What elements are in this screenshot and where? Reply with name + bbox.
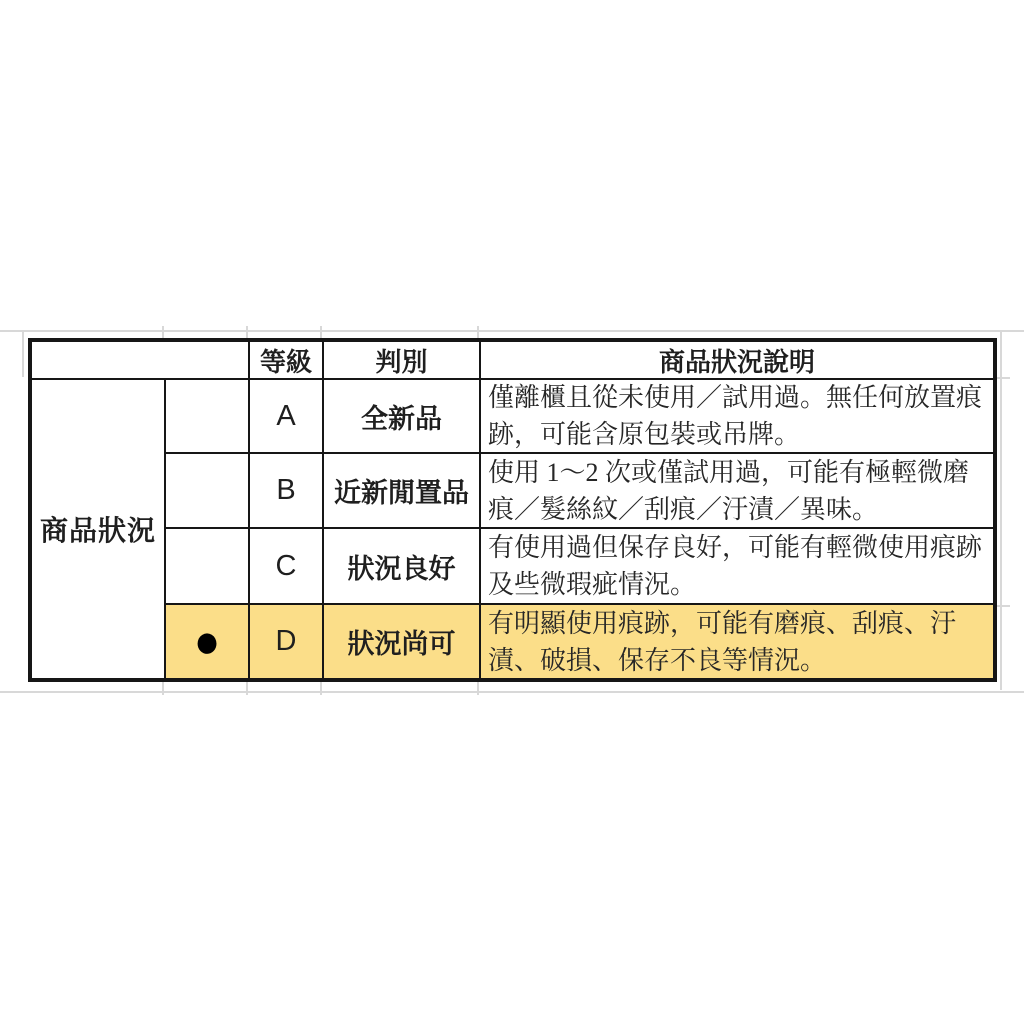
spreadsheet-gridline-stub — [246, 682, 248, 695]
category-cell — [32, 380, 164, 678]
spreadsheet-gridline-stub — [997, 377, 1010, 379]
judgement-cell-c — [324, 529, 479, 603]
header-description-cell — [481, 342, 993, 378]
header-corner-cell — [32, 342, 248, 378]
description-a-text: 僅離櫃且從未使用／試用過。無任何放置痕跡，可能含原包裝或吊牌。 — [488, 383, 983, 449]
marker-cell-a — [166, 380, 248, 452]
header-grade-cell — [250, 342, 322, 378]
product-condition-table — [28, 338, 997, 682]
description-c-text: 有使用過但保存良好，可能有輕微使用痕跡及些微瑕疵情況。 — [488, 533, 983, 599]
judgement-a-label: 全新品 — [361, 403, 442, 434]
spreadsheet-gridline-top — [0, 330, 1024, 332]
marker-cell-c — [166, 529, 248, 603]
judgement-cell-b — [324, 454, 479, 527]
marker-cell-b — [166, 454, 248, 527]
judgement-b-label: 近新閒置品 — [334, 478, 469, 508]
grade-d-label: D — [275, 625, 297, 657]
description-cell-b — [481, 454, 993, 527]
grade-cell-d — [250, 605, 322, 678]
spreadsheet-gridline-stub — [477, 326, 479, 338]
spreadsheet-gridline-stub — [246, 326, 248, 338]
spreadsheet-gridline-left-stub — [22, 330, 24, 377]
grade-c-label: C — [275, 549, 297, 582]
category-label: 商品狀況 — [39, 515, 156, 546]
spreadsheet-gridline-right — [1000, 330, 1002, 690]
marker-cell-d — [166, 605, 248, 678]
header-description-label: 商品狀況說明 — [658, 347, 815, 377]
spreadsheet-gridline-stub — [162, 326, 164, 338]
grade-cell-a — [250, 380, 322, 452]
judgement-c-label: 狀況良好 — [347, 553, 456, 584]
description-d-text: 有明顯使用痕跡，可能有磨痕、刮痕、汙漬、破損、保存不良等情況。 — [488, 608, 957, 675]
header-judgement-label: 判別 — [375, 347, 428, 377]
grade-cell-b — [250, 454, 322, 527]
grade-cell-c — [250, 529, 322, 603]
spreadsheet-gridline-stub — [320, 326, 322, 338]
grade-b-label: B — [276, 474, 296, 506]
spreadsheet-gridline-bottom — [0, 691, 1024, 693]
header-grade-label: 等級 — [259, 347, 312, 377]
judgement-d-label: 狀況尚可 — [347, 629, 456, 659]
description-cell-c — [481, 529, 993, 603]
spreadsheet-gridline-stub — [997, 605, 1010, 607]
spreadsheet-gridline-stub — [162, 682, 164, 695]
spreadsheet-gridline-stub — [477, 682, 479, 695]
spreadsheet-gridline-stub — [320, 682, 322, 695]
bullet-icon: ● — [193, 614, 221, 668]
header-judgement-cell — [324, 342, 479, 378]
judgement-cell-d — [324, 605, 479, 678]
description-b-text: 使用 1～2 次或僅試用過，可能有極輕微磨痕／髮絲紋／刮痕／汙漬／異味。 — [488, 457, 970, 524]
grade-a-label: A — [276, 399, 296, 432]
judgement-cell-a — [324, 380, 479, 452]
description-cell-a — [481, 380, 993, 452]
description-cell-d — [481, 605, 993, 678]
